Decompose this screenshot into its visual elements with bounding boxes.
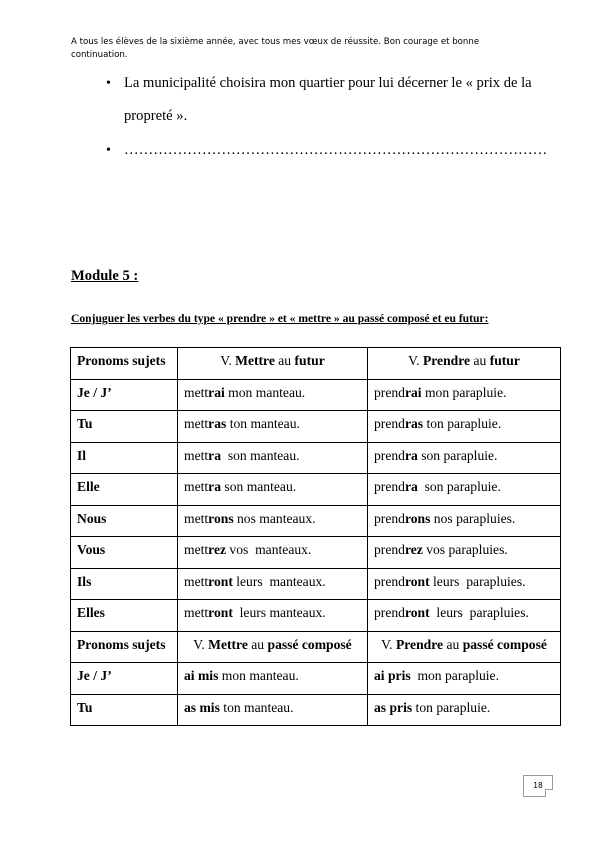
text-part: son parapluie.	[417, 447, 498, 463]
verb-ending: Prendre	[422, 353, 471, 368]
text-part: nos manteaux.	[233, 510, 316, 526]
verb-ending: ront	[208, 605, 233, 620]
column-header-prendre	[368, 631, 561, 663]
text-part: mett	[184, 573, 209, 589]
mettre-conjugation-cell	[178, 600, 368, 632]
mettre-conjugation-cell	[178, 505, 368, 537]
text-part: mett	[184, 479, 209, 494]
table-row	[71, 600, 561, 632]
prendre-conjugation-cell	[368, 663, 561, 695]
text-part: mett	[184, 542, 209, 557]
text-part: prend	[374, 605, 405, 620]
text-part: ton parapluie.	[412, 699, 491, 715]
conjugation-table	[70, 347, 561, 726]
text-part: son manteau.	[221, 479, 297, 494]
text-part: leurs manteaux.	[232, 573, 326, 589]
pronoun-cell: Il	[71, 442, 178, 474]
text-part: au	[247, 636, 268, 652]
text-part: son parapluie.	[417, 479, 501, 494]
mettre-conjugation-cell	[178, 537, 368, 569]
verb-ending: Mettre	[208, 636, 248, 652]
verb-ending: rai	[208, 384, 225, 400]
pronoun-cell: Je / J’	[71, 379, 178, 411]
verb-ending: ra	[208, 447, 222, 463]
pronoun-cell: Tu	[71, 694, 178, 726]
verb-ending: ai pris	[374, 668, 411, 683]
text-part: V.	[381, 636, 396, 652]
prendre-conjugation-cell	[368, 537, 561, 569]
verb-ending: ront	[404, 573, 430, 589]
text-part: mon parapluie.	[410, 668, 499, 683]
verb-ending: ront	[208, 573, 233, 589]
text-part: leurs manteaux.	[232, 605, 326, 620]
verb-ending: rons	[208, 510, 234, 526]
table-header-row-passe-compose	[71, 631, 561, 663]
prendre-conjugation-cell	[368, 442, 561, 474]
pronoun-cell: Tu	[71, 411, 178, 443]
bullet-text-continued: propreté ».	[124, 108, 188, 124]
verb-ending: passé composé	[267, 636, 352, 652]
column-header-pronouns: Pronoms sujets	[71, 348, 178, 380]
text-part: son manteau.	[221, 447, 300, 463]
text-part: prend	[374, 542, 405, 557]
exercise-instruction: Conjuguer les verbes du type « prendre » et « mettre » au passé composé et eu futur:	[71, 312, 489, 325]
verb-ending: ai mis	[184, 668, 219, 683]
verb-ending: rai	[404, 384, 422, 400]
mettre-conjugation-cell	[178, 568, 368, 600]
text-part: vos parapluies.	[422, 542, 508, 557]
verb-ending: ra	[404, 447, 418, 463]
pronoun-cell: Elles	[71, 600, 178, 632]
pronoun-cell: Nous	[71, 505, 178, 537]
pronoun-cell: Vous	[71, 537, 178, 569]
verb-ending: rons	[404, 510, 431, 526]
verb-ending: ras	[404, 416, 424, 431]
table-row	[71, 411, 561, 443]
bullet-text: La municipalité choisira mon quartier pour lui décerner le « prix de la	[124, 75, 532, 91]
text-part: prend	[374, 384, 405, 400]
column-header-prendre	[368, 348, 561, 380]
text-part: leurs parapluies.	[429, 605, 529, 620]
table-row	[71, 568, 561, 600]
text-part: vos manteaux.	[226, 542, 312, 557]
text-part: mon manteau.	[224, 384, 306, 400]
text-part: au	[274, 353, 295, 368]
table-row	[71, 505, 561, 537]
bullet-dotted-answer-line: ……………………………………………………………………………	[124, 142, 548, 158]
verb-ending: as mis	[184, 699, 220, 715]
text-part: mett	[184, 447, 209, 463]
table-row	[71, 474, 561, 506]
mettre-conjugation-cell	[178, 411, 368, 443]
verb-ending: ront	[404, 605, 430, 620]
prendre-conjugation-cell	[368, 568, 561, 600]
text-part: prend	[374, 416, 405, 431]
table-header-row-futur	[71, 348, 561, 380]
text-part: prend	[374, 573, 405, 589]
text-part: nos parapluies.	[430, 510, 516, 526]
verb-ending: futur	[489, 353, 520, 368]
text-part: V.	[408, 353, 423, 368]
mettre-conjugation-cell	[178, 694, 368, 726]
text-part: V.	[193, 636, 209, 652]
prendre-conjugation-cell	[368, 474, 561, 506]
verb-ending: rez	[404, 542, 423, 557]
text-part: prend	[374, 510, 405, 526]
text-part: ton manteau.	[219, 699, 294, 715]
verb-ending: passé composé	[462, 636, 547, 652]
column-header-pronouns: Pronoms sujets	[71, 631, 178, 663]
table-row	[71, 379, 561, 411]
module-title: Module 5 :	[71, 268, 139, 284]
prendre-conjugation-cell	[368, 600, 561, 632]
pronoun-cell: Elle	[71, 474, 178, 506]
text-part: mett	[184, 605, 209, 620]
mettre-conjugation-cell	[178, 442, 368, 474]
prendre-conjugation-cell	[368, 411, 561, 443]
text-part: mon manteau.	[218, 668, 299, 683]
verb-ending: ra	[404, 479, 418, 494]
prendre-conjugation-cell	[368, 505, 561, 537]
mettre-conjugation-cell	[178, 663, 368, 695]
text-part: ton manteau.	[226, 416, 300, 431]
text-part: prend	[374, 479, 405, 494]
prendre-conjugation-cell	[368, 379, 561, 411]
column-header-mettre	[178, 348, 368, 380]
bullet-marker: •	[106, 143, 111, 158]
verb-ending: as pris	[374, 699, 413, 715]
text-part: ton parapluie.	[423, 416, 502, 431]
text-part: mett	[184, 510, 209, 526]
pronoun-cell: Je / J’	[71, 663, 178, 695]
table-row	[71, 663, 561, 695]
text-part: V.	[220, 353, 236, 368]
verb-ending: ras	[208, 416, 227, 431]
bullet-marker: •	[106, 76, 111, 91]
verb-ending: Mettre	[235, 353, 275, 368]
text-part: mett	[184, 384, 209, 400]
table-row	[71, 442, 561, 474]
table-row	[71, 694, 561, 726]
pronoun-cell: Ils	[71, 568, 178, 600]
table-row	[71, 537, 561, 569]
text-part: leurs parapluies.	[429, 573, 526, 589]
text-part: au	[443, 636, 463, 652]
verb-ending: futur	[294, 353, 325, 368]
verb-ending: rez	[208, 542, 227, 557]
header-dedication-note: A tous les élèves de la sixième année, avec tous mes vœux de réussite. Bon courage et bonne continuation.	[71, 37, 480, 60]
text-part: prend	[374, 447, 405, 463]
text-part: au	[470, 353, 490, 368]
verb-ending: ra	[208, 479, 222, 494]
mettre-conjugation-cell	[178, 379, 368, 411]
page-number: 18	[523, 775, 553, 797]
mettre-conjugation-cell	[178, 474, 368, 506]
column-header-mettre	[178, 631, 368, 663]
verb-ending: Prendre	[395, 636, 444, 652]
page-corner-fold-icon	[545, 789, 553, 797]
prendre-conjugation-cell	[368, 694, 561, 726]
text-part: mett	[184, 416, 209, 431]
text-part: mon parapluie.	[421, 384, 507, 400]
